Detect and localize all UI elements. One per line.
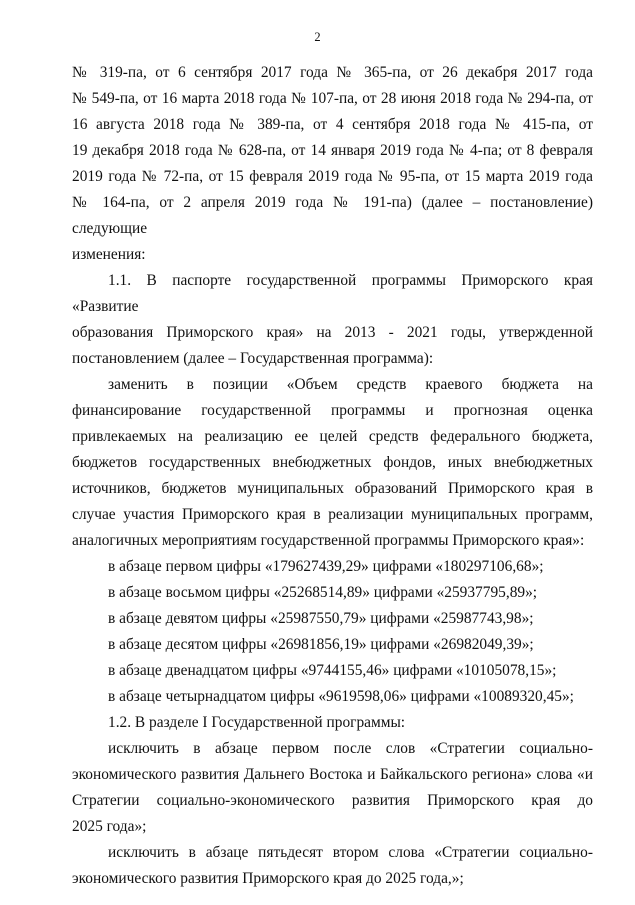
text-line: экономического развития Приморского края до 2025 года,»; <box>72 870 464 887</box>
text-line: образования Приморского края» на 2013 - 2021 годы, утвержденной <box>72 324 593 341</box>
text-line: привлекаемых на реализацию ее целей средств федерального бюджета, <box>72 428 593 445</box>
text-line: исключить в абзаце пятьдесят втором слова «Стратегии социально- <box>108 844 593 861</box>
text-line: 2019 года № 72-па, от 15 февраля 2019 года № 95-па, от 15 марта 2019 года <box>72 168 593 185</box>
text-line: № 164-па, от 2 апреля 2019 года № 191-па) (далее – постановление) следующие <box>72 194 593 237</box>
text-line: в абзаце восьмом цифры «25268514,89» цифрами «25937795,89»; <box>108 584 538 601</box>
text-line: в абзаце двенадцатом цифры «9744155,46» цифрами «10105078,15»; <box>108 662 557 679</box>
text-line: 1.2. В разделе I Государственной программы: <box>108 714 406 731</box>
text-line: бюджетов государственных внебюджетных фондов, иных внебюджетных <box>72 454 593 471</box>
text-line: 16 августа 2018 года № 389-па, от 4 сентября 2018 года № 415-па, от <box>72 116 593 133</box>
text-line: № 549-па, от 16 марта 2018 года № 107-па, от 28 июня 2018 года № 294-па, от <box>72 90 593 107</box>
text-line: изменения: <box>72 246 146 263</box>
text-line: источников, бюджетов муниципальных образований Приморского края в <box>72 480 593 497</box>
text-line: в абзаце четырнадцатом цифры «9619598,06» цифрами «10089320,45»; <box>108 688 574 705</box>
text-line: постановлением (далее – Государственная программа): <box>72 350 434 367</box>
text-line: исключить в абзаце первом после слов «Стратегии социально- <box>108 740 593 757</box>
text-line: случае участия Приморского края в реализации муниципальных программ, <box>72 506 593 523</box>
page-number: 2 <box>314 30 321 44</box>
text-line: в абзаце первом цифры «179627439,29» цифрами «180297106,68»; <box>108 558 544 575</box>
text-line: финансирование государственной программы и прогнозная оценка <box>72 402 593 419</box>
text-line: заменить в позиции «Объем средств краевого бюджета на <box>108 376 593 393</box>
text-line: 19 декабря 2018 года № 628-па, от 14 января 2019 года № 4-па; от 8 февраля <box>72 142 593 159</box>
text-line: аналогичных мероприятиям государственной программы Приморского края»: <box>72 532 585 549</box>
text-line: 2025 года»; <box>72 818 147 835</box>
text-line: 1.1. В паспорте государственной программы Приморского края «Развитие <box>72 272 593 315</box>
text-line: экономического развития Дальнего Востока и Байкальского региона» слова «и <box>72 766 593 783</box>
text-line: в абзаце десятом цифры «26981856,19» цифрами «26982049,39»; <box>108 636 534 653</box>
text-line: Стратегии социально-экономического развития Приморского края до <box>72 792 593 809</box>
text-line: в абзаце девятом цифры «25987550,79» цифрами «25987743,98»; <box>108 610 534 627</box>
text-line: № 319-па, от 6 сентября 2017 года № 365-па, от 26 декабря 2017 года <box>72 64 593 81</box>
document-body <box>72 60 593 892</box>
